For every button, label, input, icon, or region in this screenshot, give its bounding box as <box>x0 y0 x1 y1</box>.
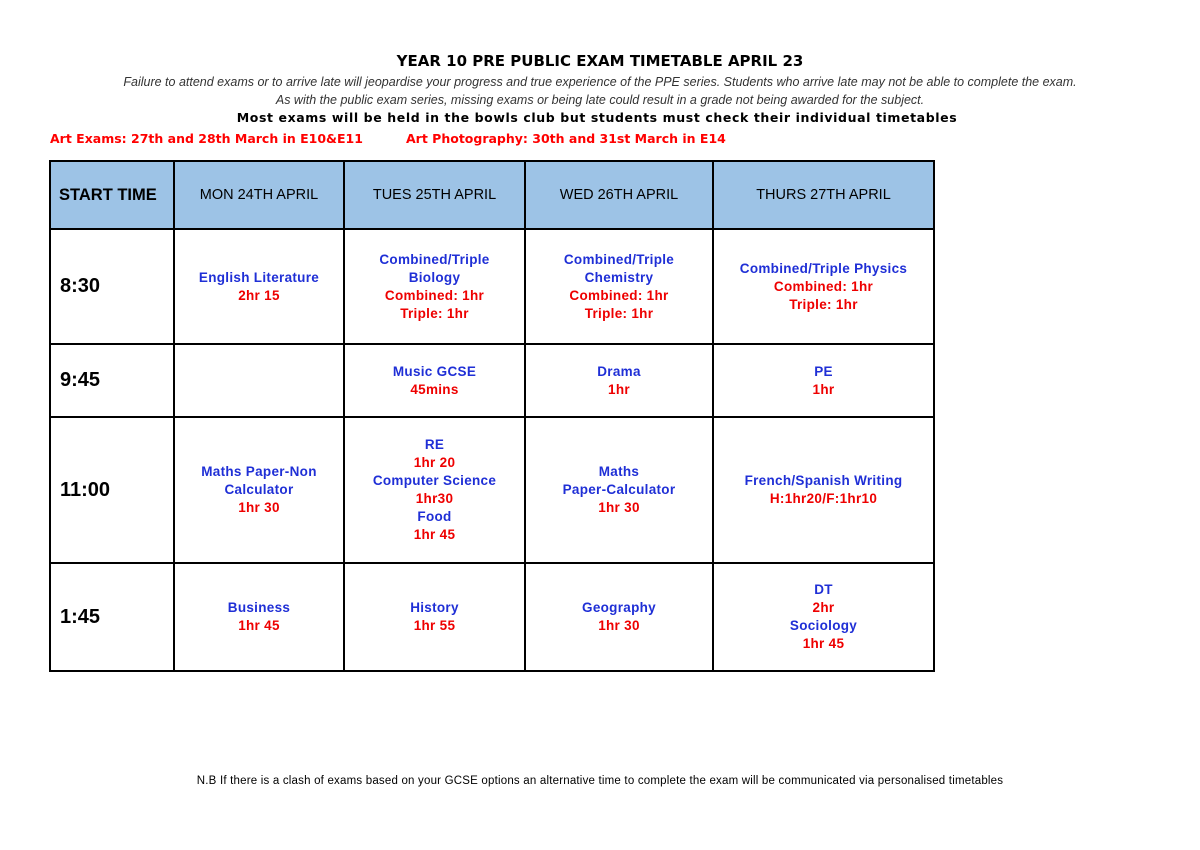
exam-duration: 1hr 45 <box>238 618 280 633</box>
exam-duration: 45mins <box>410 381 459 397</box>
timetable-row <box>50 563 934 671</box>
exam-cell <box>713 229 934 344</box>
exam-duration: Combined: 1hr <box>773 278 874 294</box>
timetable-row <box>50 229 934 344</box>
exam-duration: 1hr 45 <box>802 636 845 651</box>
exam-timetable <box>49 160 935 672</box>
exam-duration: 2hr 15 <box>238 287 280 303</box>
exam-subject: RE <box>424 437 445 452</box>
exam-cell <box>525 229 713 344</box>
day-header-mon: MON 24TH APRIL <box>174 161 344 229</box>
exam-cell <box>174 229 344 344</box>
exam-cell <box>344 344 525 417</box>
exam-subject: PE <box>814 363 833 379</box>
day-header-tues: TUES 25TH APRIL <box>344 161 525 229</box>
exam-cell <box>174 417 344 563</box>
exam-subject: Computer Science <box>372 473 497 488</box>
exam-subject: Chemistry <box>584 269 654 285</box>
start-time-cell: 8:30 <box>50 229 174 344</box>
exam-duration: 1hr 55 <box>413 618 456 633</box>
exam-cell <box>344 417 525 563</box>
page-title: YEAR 10 PRE PUBLIC EXAM TIMETABLE APRIL 23 <box>396 52 804 70</box>
art-exams-note: Art Exams: 27th and 28th March in E10&E11 <box>50 131 363 146</box>
exam-cell <box>713 563 934 671</box>
exam-cell <box>174 563 344 671</box>
exam-subject: Maths Paper-Non <box>201 464 317 479</box>
exam-duration: H:1hr20/F:1hr10 <box>769 491 878 506</box>
exam-subject: Business <box>227 600 291 615</box>
exam-subject: Sociology <box>789 618 858 633</box>
exam-subject: Music GCSE <box>392 363 477 379</box>
timetable-row <box>50 344 934 417</box>
exam-cell <box>525 563 713 671</box>
exam-duration: 1hr 30 <box>598 500 640 515</box>
exam-duration: 1hr <box>812 381 835 397</box>
venue-note: Most exams will be held in the bowls club but students must check their individual timetables <box>236 110 958 125</box>
exam-cell <box>174 344 344 417</box>
clash-footnote: N.B If there is a clash of exams based on your GCSE options an alternative time to complete the exam will be communicated via personalised timetables <box>196 775 1004 787</box>
exam-duration: Triple: 1hr <box>400 305 469 321</box>
exam-duration: Triple: 1hr <box>584 305 654 321</box>
exam-duration: 1hr30 <box>415 491 454 506</box>
exam-cell <box>344 229 525 344</box>
exam-duration: 1hr 45 <box>413 527 456 542</box>
start-time-cell: 1:45 <box>50 563 174 671</box>
exam-subject: Combined/Triple <box>563 251 675 267</box>
exam-subject: French/Spanish Writing <box>744 473 903 488</box>
exam-subject: Combined/Triple <box>379 251 490 267</box>
exam-duration: Combined: 1hr <box>384 287 485 303</box>
start-time-cell: 11:00 <box>50 417 174 563</box>
exam-cell <box>525 417 713 563</box>
start-time-header: START TIME <box>50 161 174 229</box>
exam-cell <box>344 563 525 671</box>
exam-subject: Geography <box>582 600 656 615</box>
exam-subject: Drama <box>597 363 641 379</box>
exam-duration: 2hr <box>812 600 835 615</box>
exam-subject: English Literature <box>198 269 320 285</box>
attendance-note-line-2: As with the public exam series, missing exams or being late could result in a grade not being awarded for the subject. <box>275 93 925 107</box>
exam-duration: 1hr 30 <box>238 500 280 515</box>
attendance-note-line-1: Failure to attend exams or to arrive late will jeopardise your progress and true experience of the PPE series. Students who arrive late may not be able to complete the exam. <box>123 75 1077 89</box>
exam-subject: Food <box>417 509 452 524</box>
day-header-thurs: THURS 27TH APRIL <box>713 161 934 229</box>
exam-duration: 1hr <box>608 381 630 397</box>
exam-duration: Triple: 1hr <box>789 296 858 312</box>
exam-subject: Biology <box>408 269 461 285</box>
timetable-row <box>50 417 934 563</box>
exam-subject: Maths <box>598 464 640 479</box>
exam-cell <box>713 344 934 417</box>
exam-duration: 1hr 30 <box>598 618 640 633</box>
timetable-header-row <box>50 161 934 229</box>
exam-subject: Combined/Triple Physics <box>739 260 908 276</box>
exam-subject: DT <box>814 582 833 597</box>
exam-subject: Calculator <box>224 482 294 497</box>
exam-duration: 1hr 20 <box>413 455 456 470</box>
exam-subject: Paper-Calculator <box>562 482 676 497</box>
start-time-cell: 9:45 <box>50 344 174 417</box>
art-photography-note: Art Photography: 30th and 31st March in E14 <box>406 131 726 146</box>
exam-duration: Combined: 1hr <box>569 287 669 303</box>
exam-cell <box>713 417 934 563</box>
exam-subject: History <box>410 600 459 615</box>
exam-cell <box>525 344 713 417</box>
day-header-wed: WED 26TH APRIL <box>525 161 713 229</box>
